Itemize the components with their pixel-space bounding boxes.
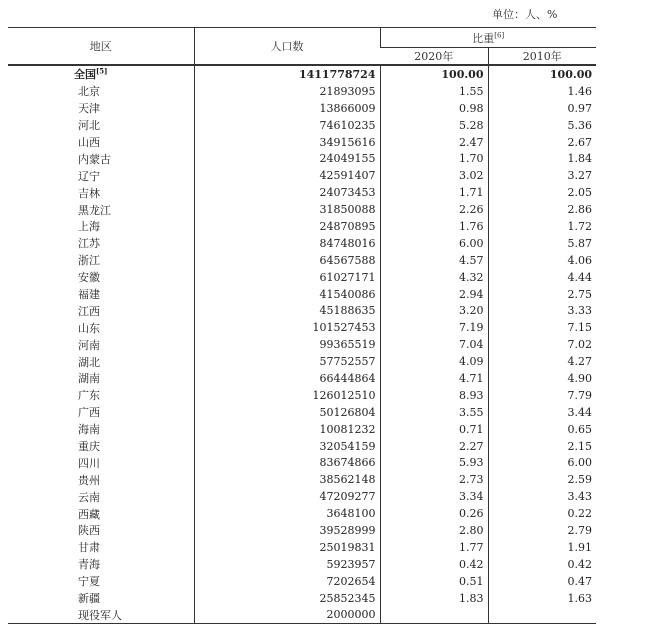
table-row <box>8 150 596 167</box>
share-2010-cell: 4.27 <box>488 353 596 370</box>
population-cell: 38562148 <box>194 471 380 488</box>
share-2020-cell: 5.28 <box>380 117 488 134</box>
share-2020-cell: 1.55 <box>380 83 488 100</box>
share-2020-cell: 3.02 <box>380 167 488 184</box>
share-2020-cell: 2.73 <box>380 471 488 488</box>
table-row <box>8 454 596 471</box>
region-cell <box>8 65 194 83</box>
population-cell: 13866009 <box>194 100 380 117</box>
table-row <box>8 353 596 370</box>
share-2020-cell: 3.55 <box>380 404 488 421</box>
share-2010-cell: 5.36 <box>488 117 596 134</box>
table-row <box>8 201 596 218</box>
table-body <box>8 65 596 624</box>
region-cell: 吉林 <box>78 186 100 200</box>
table-row <box>8 286 596 303</box>
share-2020-cell: 4.09 <box>380 353 488 370</box>
table-row <box>8 438 596 455</box>
table-row <box>8 336 596 353</box>
region-cell: 宁夏 <box>78 575 100 589</box>
population-cell: 126012510 <box>194 387 380 404</box>
share-2020-cell: 3.34 <box>380 488 488 505</box>
share-2020-cell: 5.93 <box>380 454 488 471</box>
region-name: 全国 <box>74 68 96 82</box>
share-2010-cell: 0.42 <box>488 556 596 573</box>
population-cell: 84748016 <box>194 235 380 252</box>
share-2010-cell: 2.59 <box>488 471 596 488</box>
population-cell: 10081232 <box>194 421 380 438</box>
share-2010-cell: 1.63 <box>488 590 596 607</box>
header-share <box>380 28 596 48</box>
share-2010-cell: 1.72 <box>488 218 596 235</box>
share-2010-cell: 100.00 <box>488 65 596 83</box>
share-2020-cell: 7.04 <box>380 336 488 353</box>
total-note: [5] <box>96 66 108 76</box>
region-cell: 海南 <box>78 423 100 437</box>
table-row <box>8 269 596 286</box>
share-2020-cell: 1.71 <box>380 184 488 201</box>
population-cell: 41540086 <box>194 286 380 303</box>
population-cell: 45188635 <box>194 302 380 319</box>
table-row <box>8 117 596 134</box>
region-cell: 天津 <box>78 102 100 116</box>
population-cell: 66444864 <box>194 370 380 387</box>
table-row <box>8 134 596 151</box>
share-2010-cell: 7.02 <box>488 336 596 353</box>
table-row-total <box>8 65 596 83</box>
region-cell: 现役军人 <box>8 607 194 624</box>
share-2020-cell: 4.32 <box>380 269 488 286</box>
table-row <box>8 83 596 100</box>
region-cell: 北京 <box>78 85 100 99</box>
population-cell: 32054159 <box>194 438 380 455</box>
table-row <box>8 573 596 590</box>
table-row <box>8 370 596 387</box>
share-2010-cell: 2.79 <box>488 522 596 539</box>
table-row <box>8 319 596 336</box>
population-cell: 2000000 <box>194 607 380 624</box>
share-2020-cell: 3.20 <box>380 302 488 319</box>
table-row <box>8 302 596 319</box>
region-cell: 贵州 <box>78 473 100 487</box>
population-table <box>8 27 596 624</box>
share-2010-cell: 7.79 <box>488 387 596 404</box>
population-cell: 61027171 <box>194 269 380 286</box>
region-cell: 四川 <box>78 456 100 470</box>
share-2020-cell <box>380 607 488 624</box>
share-2020-cell: 6.00 <box>380 235 488 252</box>
population-cell: 24049155 <box>194 150 380 167</box>
share-2010-cell: 3.33 <box>488 302 596 319</box>
region-cell: 湖北 <box>78 355 100 369</box>
region-cell: 山西 <box>78 136 100 149</box>
region-cell: 辽宁 <box>78 169 100 183</box>
region-cell: 甘肃 <box>78 541 100 555</box>
region-cell: 重庆 <box>78 440 100 454</box>
share-2010-cell: 3.44 <box>488 404 596 421</box>
share-2010-cell: 6.00 <box>488 454 596 471</box>
population-cell: 25852345 <box>194 590 380 607</box>
table-row <box>8 539 596 556</box>
table-row <box>8 235 596 252</box>
table-row <box>8 590 596 607</box>
population-cell: 21893095 <box>194 83 380 100</box>
region-cell: 黑龙江 <box>78 203 111 217</box>
region-cell: 江苏 <box>78 237 100 251</box>
share-2010-cell: 5.87 <box>488 235 596 252</box>
header-region: 地区 <box>89 40 112 53</box>
table-row <box>8 218 596 235</box>
table-row <box>8 505 596 522</box>
table-row <box>8 252 596 269</box>
header-year-2010: 2010年 <box>488 48 596 66</box>
share-2010-cell: 0.97 <box>488 100 596 117</box>
table-row <box>8 404 596 421</box>
region-cell: 广东 <box>78 389 100 403</box>
share-2010-cell <box>488 607 596 624</box>
region-cell: 浙江 <box>78 254 100 268</box>
population-cell: 74610235 <box>194 117 380 134</box>
region-cell: 青海 <box>78 558 100 572</box>
table-row <box>8 100 596 117</box>
share-2020-cell: 1.76 <box>380 218 488 235</box>
share-2020-cell: 0.71 <box>380 421 488 438</box>
population-cell: 31850088 <box>194 201 380 218</box>
header-population: 人口数 <box>194 28 380 66</box>
table-row <box>8 488 596 505</box>
table-row <box>8 421 596 438</box>
population-cell: 7202654 <box>194 573 380 590</box>
share-2010-cell: 2.67 <box>488 134 596 151</box>
share-2020-cell: 0.26 <box>380 505 488 522</box>
population-cell: 39528999 <box>194 522 380 539</box>
population-cell: 99365519 <box>194 336 380 353</box>
unit-label: 单位：人、% <box>492 8 558 21</box>
population-cell: 83674866 <box>194 454 380 471</box>
share-2010-cell: 3.27 <box>488 167 596 184</box>
population-cell: 24073453 <box>194 184 380 201</box>
share-2010-cell: 7.15 <box>488 319 596 336</box>
population-cell: 5923957 <box>194 556 380 573</box>
header-share-note: [6] <box>494 30 505 39</box>
share-2020-cell: 7.19 <box>380 319 488 336</box>
region-cell: 上海 <box>78 220 100 234</box>
share-2020-cell: 0.42 <box>380 556 488 573</box>
population-cell: 50126804 <box>194 404 380 421</box>
table-row <box>8 167 596 184</box>
share-2010-cell: 2.86 <box>488 201 596 218</box>
share-2010-cell: 0.22 <box>488 505 596 522</box>
share-2020-cell: 8.93 <box>380 387 488 404</box>
region-cell: 河北 <box>78 119 100 133</box>
region-cell: 河南 <box>78 338 100 352</box>
share-2020-cell: 0.98 <box>380 100 488 117</box>
population-cell: 34915616 <box>194 134 380 151</box>
share-2020-cell: 2.27 <box>380 438 488 455</box>
share-2010-cell: 1.84 <box>488 150 596 167</box>
region-cell: 广西 <box>78 406 100 420</box>
share-2010-cell: 4.44 <box>488 269 596 286</box>
share-2010-cell: 2.75 <box>488 286 596 303</box>
region-cell: 陕西 <box>78 524 100 538</box>
share-2020-cell: 2.80 <box>380 522 488 539</box>
share-2020-cell: 4.71 <box>380 370 488 387</box>
share-2010-cell: 0.65 <box>488 421 596 438</box>
share-2010-cell: 0.47 <box>488 573 596 590</box>
region-cell: 江西 <box>78 304 100 318</box>
table-row <box>8 387 596 404</box>
region-cell: 湖南 <box>78 372 100 386</box>
region-cell: 内蒙古 <box>78 152 111 166</box>
header-share-label: 比重 <box>472 31 495 45</box>
share-2020-cell: 1.77 <box>380 539 488 556</box>
table-row <box>8 556 596 573</box>
share-2010-cell: 3.43 <box>488 488 596 505</box>
share-2010-cell: 2.05 <box>488 184 596 201</box>
population-cell: 64567588 <box>194 252 380 269</box>
region-cell: 山东 <box>78 321 100 335</box>
share-2020-cell: 2.94 <box>380 286 488 303</box>
population-cell: 57752557 <box>194 353 380 370</box>
share-2020-cell: 0.51 <box>380 573 488 590</box>
share-2010-cell: 1.91 <box>488 539 596 556</box>
region-cell: 福建 <box>78 288 100 302</box>
table-row <box>8 522 596 539</box>
share-2020-cell: 2.47 <box>380 134 488 151</box>
table-row <box>8 471 596 488</box>
table-row <box>8 607 596 624</box>
region-cell: 云南 <box>78 490 100 504</box>
population-cell: 24870895 <box>194 218 380 235</box>
share-2010-cell: 1.46 <box>488 83 596 100</box>
share-2020-cell: 100.00 <box>380 65 488 83</box>
share-2020-cell: 4.57 <box>380 252 488 269</box>
population-cell: 101527453 <box>194 319 380 336</box>
table-row <box>8 184 596 201</box>
population-cell: 47209277 <box>194 488 380 505</box>
share-2010-cell: 4.90 <box>488 370 596 387</box>
share-2020-cell: 1.83 <box>380 590 488 607</box>
share-2010-cell: 2.15 <box>488 438 596 455</box>
header-year-2020: 2020年 <box>380 48 488 66</box>
region-cell: 新疆 <box>78 592 100 606</box>
population-cell: 42591407 <box>194 167 380 184</box>
population-cell: 1411778724 <box>194 65 380 83</box>
population-cell: 25019831 <box>194 539 380 556</box>
region-cell: 安徽 <box>78 271 100 285</box>
share-2020-cell: 2.26 <box>380 201 488 218</box>
population-cell: 3648100 <box>194 505 380 522</box>
share-2020-cell: 1.70 <box>380 150 488 167</box>
region-cell: 西藏 <box>78 507 100 521</box>
share-2010-cell: 4.06 <box>488 252 596 269</box>
